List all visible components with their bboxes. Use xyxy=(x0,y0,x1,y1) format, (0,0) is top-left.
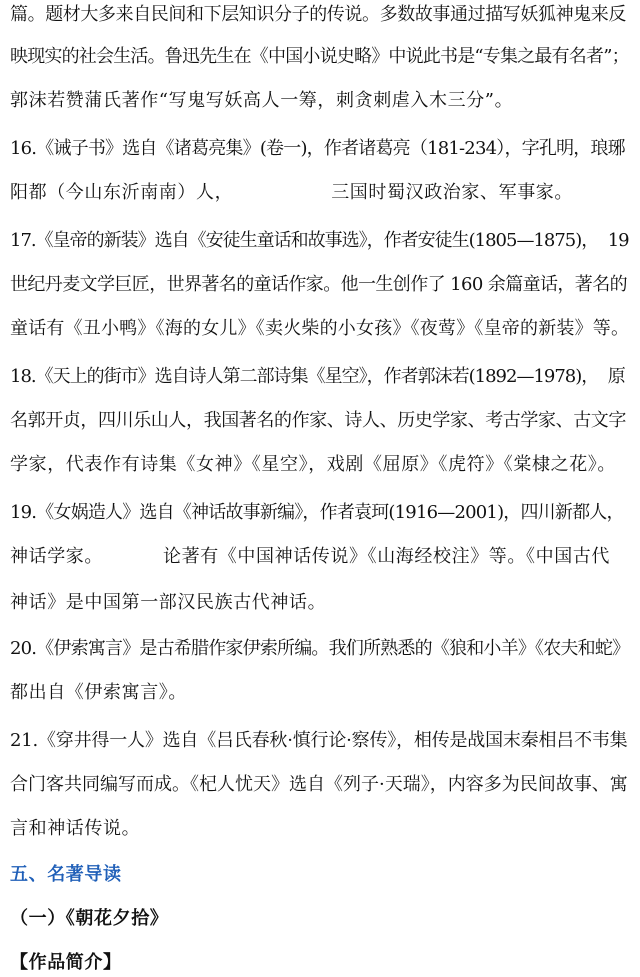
paragraph-21-line-3 xyxy=(10,816,630,842)
intro-heading xyxy=(10,950,630,976)
text-segment: 论著有《中国神话传说》《山海经校注》等。《中国古代 xyxy=(163,546,610,567)
paragraph-16-line-1 xyxy=(10,136,630,162)
paragraph-18-line-2 xyxy=(10,408,630,434)
section-title-text: 五、名著导读 xyxy=(10,864,122,885)
paragraph-19-line-1 xyxy=(10,500,630,526)
text-segment: 20.《伊索寓言》是古希腊作家伊索所编。我们所熟悉的《狼和小羊》《农夫和蛇》 xyxy=(10,638,630,659)
paragraph-20-line-2 xyxy=(10,680,630,706)
text-segment: 21.《穿井得一人》选自《吕氏春秋·慎行论·察传》，相传是战国末秦相吕不韦集 xyxy=(10,730,628,751)
text-segment: 童话有《丑小鸭》《海的女儿》《卖火柴的小女孩》《夜莺》《皇帝的新装》等。 xyxy=(10,318,630,339)
sub-title xyxy=(10,906,630,932)
paragraph-19-line-2 xyxy=(10,544,630,570)
text-segment: 18.《天上的街市》选自诗人第二部诗集《星空》，作者郭沫若(1892—1978)， 原 xyxy=(10,366,625,387)
text-segment: 言和神话传说。 xyxy=(10,818,141,839)
text-segment: 16.《诫子书》选自《诸葛亮集》(卷一)，作者诸葛亮（181-234），字孔明，琅琊 xyxy=(10,138,625,159)
paragraph-17-line-1 xyxy=(10,228,630,254)
text-segment: 都出自《伊索寓言》。 xyxy=(10,682,187,703)
text-segment: 映现实的社会生活。鲁迅先生在《中国小说史略》中说此书是“专集之最有名者”； xyxy=(10,46,629,67)
paragraph-21-line-2 xyxy=(10,772,630,798)
text-segment: 世纪丹麦文学巨匠，世界著名的童话作家。他一生创作了 160 余篇童话，著名的 xyxy=(10,274,627,295)
text-segment: 17.《皇帝的新装》选自《安徒生童话和故事选》，作者安徒生(1805—1875)， 19 xyxy=(10,230,629,251)
text-segment: 神话学家。 xyxy=(10,546,103,567)
text-segment: 郭沫若赞蒲氏著作“写鬼写妖高人一筹，刺贪刺虐入木三分”。 xyxy=(10,90,514,111)
paragraph-17-line-3 xyxy=(10,316,630,342)
intro-heading-text: 【作品简介】 xyxy=(10,952,122,973)
paragraph-18-line-3 xyxy=(10,452,630,478)
paragraph-15-line-3 xyxy=(10,88,630,114)
paragraph-20-line-1 xyxy=(10,636,630,662)
text-segment: 阳都（今山东沂南南）人， xyxy=(10,182,234,203)
sub-title-text: （一）《朝花夕拾》 xyxy=(10,908,169,929)
text-segment: 神话》是中国第一部汉民族古代神话。 xyxy=(10,592,327,613)
section-title xyxy=(10,862,630,888)
paragraph-15-line-2 xyxy=(10,44,630,70)
paragraph-16-line-2 xyxy=(10,180,630,206)
text-segment: 合门客共同编写而成。《杞人忧天》选自《列子·天瑞》，内容多为民间故事、寓 xyxy=(10,774,628,795)
paragraph-17-line-2 xyxy=(10,272,630,298)
text-segment: 学家，代表作有诗集《女神》《星空》，戏剧《屈原》《虎符》《棠棣之花》。 xyxy=(10,454,616,475)
paragraph-15-line-1 xyxy=(10,2,630,28)
text-segment: 19.《女娲造人》选自《神话故事新编》，作者袁珂(1916—2001)，四川新都人， xyxy=(10,502,624,523)
text-segment: 三国时蜀汉政治家、军事家。 xyxy=(331,182,574,203)
paragraph-21-line-1 xyxy=(10,728,630,754)
paragraph-19-line-3 xyxy=(10,590,630,616)
text-segment: 篇。题材大多来自民间和下层知识分子的传说。多数故事通过描写妖狐神鬼来反 xyxy=(10,4,626,25)
text-segment: 名郭开贞，四川乐山人，我国著名的作家、诗人、历史学家、考古学家、古文字 xyxy=(10,410,626,431)
paragraph-18-line-1 xyxy=(10,364,630,390)
